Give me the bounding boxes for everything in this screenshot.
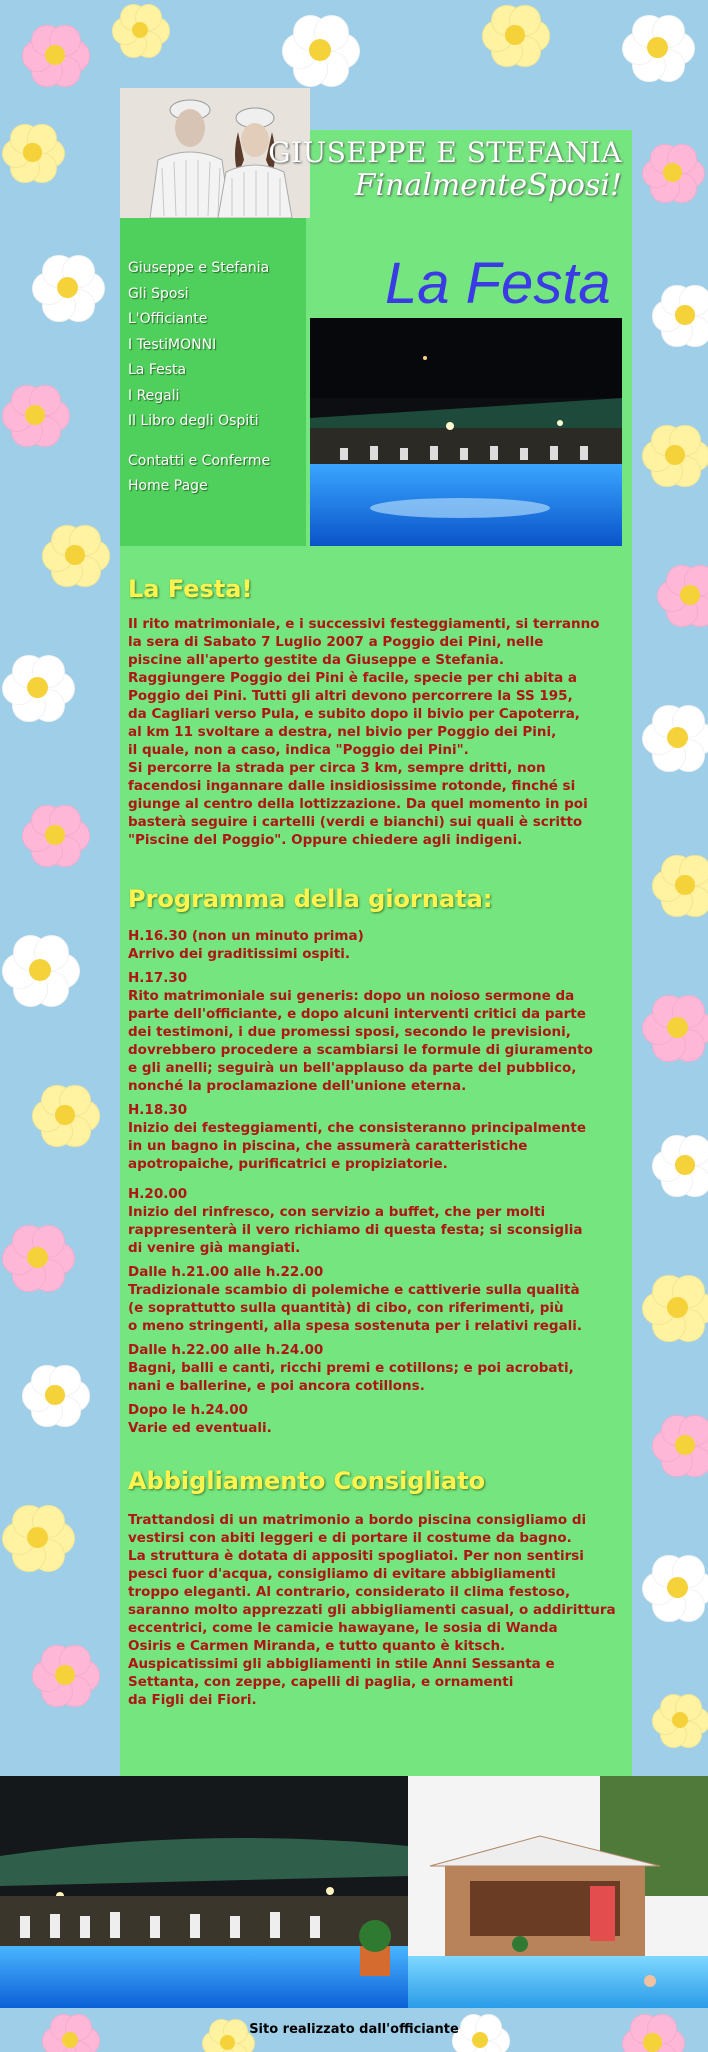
flower-decoration [640, 420, 708, 490]
site-subtitle: FinalmenteSposi! [354, 168, 622, 203]
kiosk-photo [408, 1776, 708, 2008]
flower-decoration [20, 800, 90, 870]
site-title: GIUSEPPE E STEFANIA [268, 136, 622, 169]
nav-item-gli-sposi[interactable]: Gli Sposi [128, 285, 189, 302]
flower-decoration [0, 120, 65, 185]
flower-decoration [20, 1360, 90, 1430]
nav-item-libro-ospiti[interactable]: Il Libro degli Ospiti [128, 413, 259, 429]
flower-decoration [30, 250, 105, 325]
nav-item-home-page[interactable]: Home Page [128, 478, 208, 494]
programma-item: Dopo le h.24.00 Varie ed eventuali. [128, 1402, 272, 1436]
abbigliamento-title: Abbigliamento Consigliato [128, 1467, 486, 1495]
nav-item-giuseppe-e-stefania[interactable]: Giuseppe e Stefania [128, 260, 270, 276]
flower-decoration [30, 1640, 100, 1710]
flower-decoration [640, 140, 705, 205]
programma-list [128, 927, 623, 1437]
flower-decoration [650, 1410, 708, 1480]
flower-decoration [20, 20, 90, 90]
nav-item-testimonni[interactable]: I TestiMONNI [128, 336, 217, 353]
flower-decoration [640, 700, 708, 775]
flower-decoration [640, 1550, 708, 1625]
intro-text: Il rito matrimoniale, e i successivi festeggiamenti, si terranno la sera di Sabato 7 Luglio 2007 a Poggio dei Pini, nelle piscine all'aperto gestite da Giuseppe e Stefania. Raggiungere Poggio dei Pini è facile, specie per chi abita a Poggio dei Pini. Tutti gli altri devono percorrere la SS 195, da Cagliari verso Pula, e subito dopo il bivio per Capoterra, al km 11 svoltare a destra, nel bivio per Poggio dei Pini, il quale, non a caso, indica "Poggio dei Pini". Si percorre la strada per circa 3 km, sempre dritti, non facendosi ingannare dalle insidiosissime rotonde, finché si giunge al centro della lottizzazione. Da quel momento in poi basterà seguire i cartelli (verdi e bianchi) sui quali è scritto "Piscine del Poggio". Oppure chiedere agli indigeni. [128, 616, 600, 848]
intro-title: La Festa! [128, 575, 253, 603]
flower-decoration [640, 1270, 708, 1345]
programma-item: H.18.30 Inizio dei festeggiamenti, che consisteranno principalmente in un bagno in piscina, che assumerà caratteristiche apotropaiche, purificatrici e propiziatorie. [128, 1102, 587, 1172]
page-heading: La Festa [385, 251, 611, 316]
flower-decoration [640, 990, 708, 1065]
flower-decoration [620, 10, 695, 85]
nav-item-regali[interactable]: I Regali [128, 387, 180, 404]
party-photo [0, 1776, 408, 2008]
flower-decoration [0, 650, 75, 725]
flower-decoration [110, 0, 170, 60]
flower-decoration [650, 1690, 708, 1750]
pool-night-photo [310, 318, 622, 546]
flower-decoration [655, 560, 708, 630]
programma-item: Dalle h.22.00 alle h.24.00 Bagni, balli e canti, ricchi premi e cotillons; e poi acrobati, nani e ballerine, e poi ancora cotillons. [128, 1342, 574, 1394]
abbigliamento-text: Trattandosi di un matrimonio a bordo piscina consigliamo di vestirsi con abiti leggeri e di portare il costume da bagno. La struttura è dotata di appositi spogliatoi. Per non sentirsi pesci fuor d'acqua, consigliamo di evitare abbigliamenti troppo eleganti. Al contrario, considerato il clima festoso, saranno molto apprezzati gli abbigliamenti casual, o addirittura eccentrici, come le camicie hawayane, le sosia di Wanda Osiris e Carmen Miranda, e tutto quanto è kitsch. Auspicatissimi gli abbigliamenti in stile Anni Sessanta e Settanta, con zeppe, capelli di paglia, e ornamenti da Figli dei Fiori. [128, 1512, 616, 1708]
footer-credit: Sito realizzato dall'officiante [249, 2022, 459, 2037]
programma-item: Dalle h.21.00 alle h.22.00 Tradizionale scambio di polemiche e cattiverie sulla qualità (e soprattutto sulla quantità) di cibo, con riferimenti, più o meno stringenti, alla spesa sostenuta per i relativi regali. [128, 1264, 583, 1334]
flower-decoration [0, 380, 70, 450]
flower-decoration [30, 1080, 100, 1150]
main-content [128, 575, 623, 1709]
flower-decoration [650, 280, 708, 350]
flower-decoration [40, 520, 110, 590]
programma-item: H.16.30 (non un minuto prima) Arrivo dei graditissimi ospiti. [128, 928, 364, 962]
flower-decoration [0, 1220, 75, 1295]
site-header [120, 88, 632, 218]
flower-decoration [0, 930, 80, 1010]
flower-decoration [280, 10, 360, 90]
programma-item: H.20.00 Inizio del rinfresco, con servizio a buffet, che per molti rappresenterà il vero richiamo di questa festa; si sconsiglia di venire già mangiati. [128, 1186, 583, 1256]
flower-decoration [0, 1500, 75, 1575]
flower-decoration [480, 0, 550, 70]
programma-item: H.17.30 Rito matrimoniale sui generis: dopo un noioso sermone da parte dell'officiante, e dopo alcuni interventi critici da parte dei testimoni, i due promessi sposi, secondo le previsioni, dovrebbero procedere a scambiarsi le formule di giuramento e gli anelli; seguirà un bell'applauso da parte del pubblico, nonché la proclamazione dell'unione eterna. [128, 970, 593, 1094]
bottom-photos [0, 1776, 708, 2008]
nav-item-la-festa[interactable]: La Festa [128, 362, 187, 378]
sidebar-nav [120, 218, 306, 546]
nav-item-officiante[interactable]: L'Officiante [128, 311, 208, 327]
flower-decoration [650, 850, 708, 920]
programma-title: Programma della giornata: [128, 885, 493, 913]
flower-decoration [650, 1130, 708, 1200]
nav-item-contatti[interactable]: Contatti e Conferme [128, 452, 271, 469]
